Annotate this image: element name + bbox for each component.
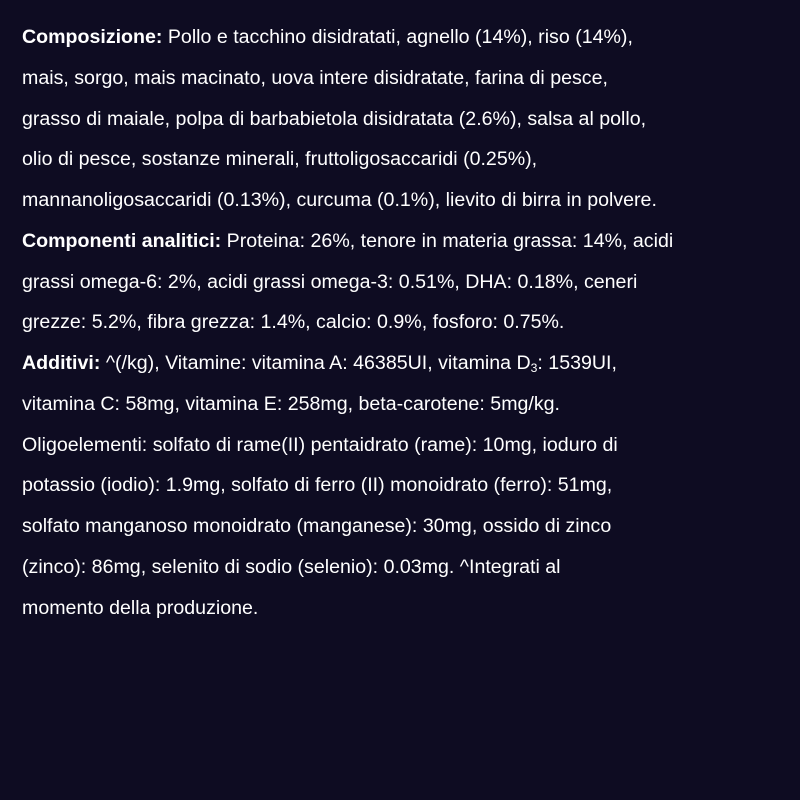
composition-line-4: olio di pesce, sostanze minerali, fruttoligosaccaridi (0.25%),: [22, 148, 538, 171]
vitamin-d-subscript: 3: [530, 361, 538, 376]
composition-label: Composizione:: [22, 26, 163, 48]
additives-line-3: Oligoelementi: solfato di rame(II) pentaidrato (rame): 10mg, ioduro di: [22, 433, 618, 456]
additives-section: [22, 343, 778, 628]
analytical-line-1: [22, 221, 778, 262]
analytical-text: Proteina: 26%, tenore in materia grassa: 14%, acidi: [221, 229, 674, 252]
additives-line-6: (zinco): 86mg, selenito di sodio (selenio): 0.03mg. ^Integrati al: [22, 555, 561, 578]
additives-line-4: potassio (iodio): 1.9mg, solfato di ferro (II) monoidrato (ferro): 51mg,: [22, 474, 613, 497]
composition-section: [22, 17, 778, 221]
composition-line-1: [22, 17, 778, 58]
additives-text-part1: ^(/kg), Vitamine: vitamina A: 46385UI, vitamina D: [100, 352, 531, 374]
composition-line-3: grasso di maiale, polpa di barbabietola disidratata (2.6%), salsa al pollo,: [22, 107, 647, 130]
analytical-line-2: grassi omega-6: 2%, acidi grassi omega-3: 0.51%, DHA: 0.18%, ceneri: [22, 270, 638, 293]
additives-line-1: [22, 343, 778, 384]
composition-line-2: mais, sorgo, mais macinato, uova intere disidratate, farina di pesce,: [22, 66, 608, 89]
composition-text: Pollo e tacchino disidratati, agnello (14%), riso (14%),: [162, 26, 633, 48]
additives-line-7: momento della produzione.: [22, 596, 259, 619]
additives-label: Additivi:: [22, 352, 101, 374]
additives-text-part2: : 1539UI,: [537, 352, 617, 374]
composition-line-5: mannanoligosaccaridi (0.13%), curcuma (0.1%), lievito di birra in polvere.: [22, 189, 657, 211]
additives-line-2: vitamina C: 58mg, vitamina E: 258mg, beta-carotene: 5mg/kg.: [22, 392, 560, 415]
analytical-line-3: grezze: 5.2%, fibra grezza: 1.4%, calcio: 0.9%, fosforo: 0.75%.: [22, 311, 565, 334]
analytical-label: Componenti analitici:: [22, 229, 222, 252]
analytical-section: [22, 221, 778, 343]
additives-line-5: solfato manganoso monoidrato (manganese): 30mg, ossido di zinco: [22, 515, 612, 537]
